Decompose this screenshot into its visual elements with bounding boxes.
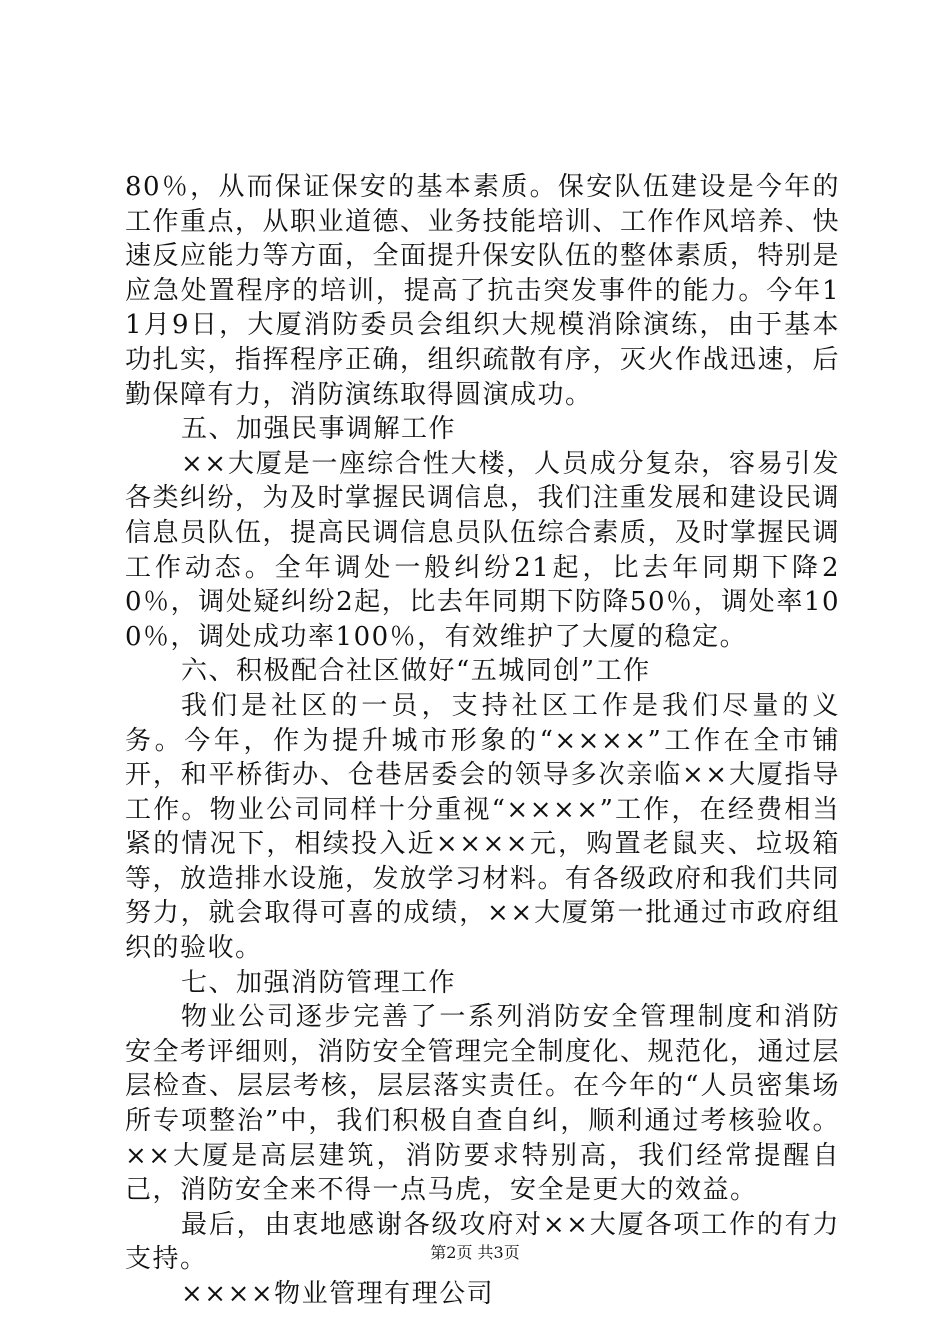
paragraph-mediation: ××大厦是一座综合性大楼，人员成分复杂，容易引发各类纠纷，为及时掌握民调信息，我们注重发展和建设民调信息员队伍，提高民调信息员队伍综合素质，及时掌握民调工作动态。全年调处一般纠纷21起，比去年同期下降20％，调处疑纠纷2起，比去年同期下防降50％，调处率100％，调处成功率100％，有效维护了大厦的稳定。 [125, 448, 841, 652]
section-heading-five: 五、加强民事调解工作 [181, 414, 457, 445]
signature-company: ××××物业管理有理公司 [181, 1279, 495, 1309]
document-body [125, 170, 840, 1312]
paragraph-fire-safety: 物业公司逐步完善了一系列消防安全管理制度和消防安全考评细则，消防安全管理完全制度化、规范化，通过层层检查、层层考核，层层落实责任。在今年的“人员密集场所专项整治”中，我们积极自查自纠，顺利通过考核验收。××大厦是高层建筑，消防要求特别高，我们经常提醒自己，消防安全来不得一点马虎，安全是更大的效益。 [125, 1002, 841, 1206]
paragraph-community: 我们是社区的一员，支持社区工作是我们尽量的义务。今年，作为提升城市形象的“××××”工作在全市铺开，和平桥街办、仓巷居委会的领导多次亲临××大厦指导工作。物业公司同样十分重视“××××”工作，在经费相当紧的情况下，相续投入近××××元，购置老鼠夹、垃圾箱等，放造排水设施，发放学习材料。有各级政府和我们共同努力，就会取得可喜的成绩，××大厦第一批通过市政府组织的验收。 [125, 690, 841, 964]
section-heading-seven: 七、加强消防管理工作 [181, 967, 457, 998]
section-heading-six: 六、积极配合社区做好“五城同创”工作 [181, 656, 651, 687]
paragraph-closing: 最后，由衷地感谢各级攻府对××大厦各项工作的有力支持。 [125, 1209, 840, 1275]
page-number-footer: 第2页 共3页 [430, 1243, 520, 1262]
paragraph-continuation: 80％，从而保证保安的基本素质。保安队伍建设是今年的工作重点，从职业道德、业务技能培训、工作作风培养、快速反应能力等方面，全面提升保安队伍的整体素质，特别是应急处置程序的培训，提高了抗击突发事件的能力。今年11月9日，大厦消防委员会组织大规模消除演练，由于基本功扎实，指挥程序正确，组织疏散有序，灭火作战迅速，后勤保障有力，消防演练取得圆演成功。 [125, 172, 841, 410]
